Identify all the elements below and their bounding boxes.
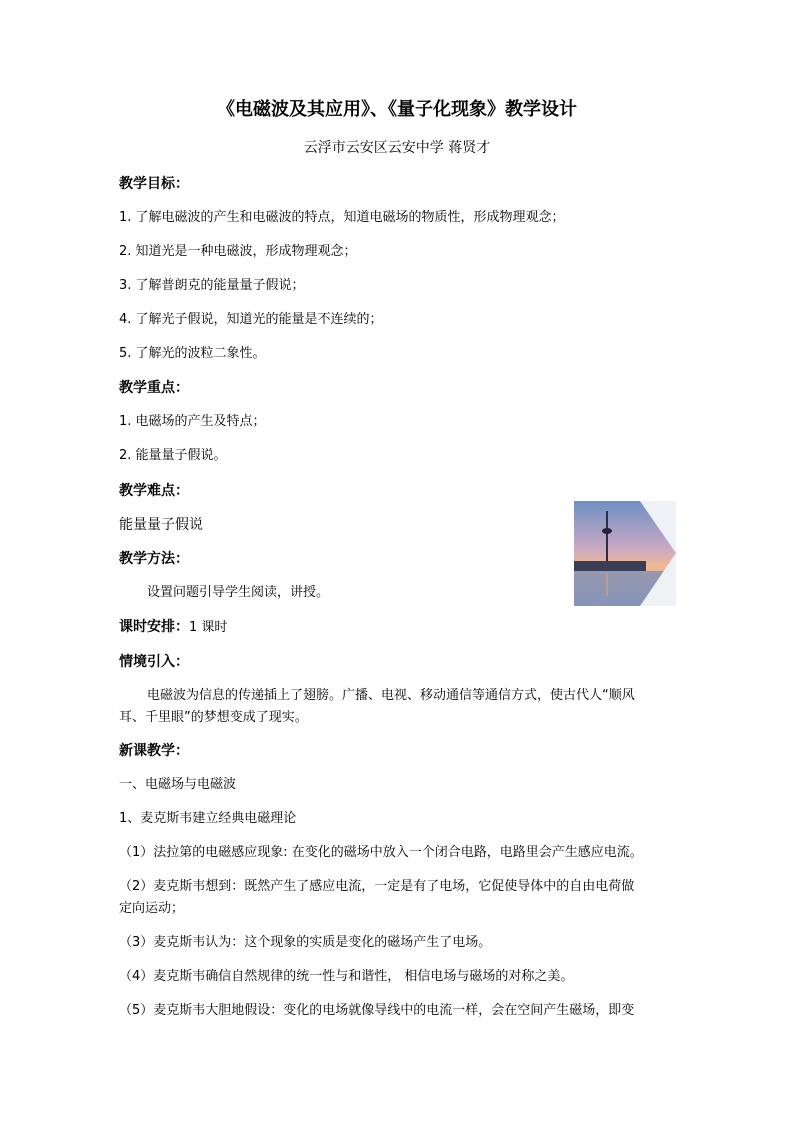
objective-item: 2. 知道光是一种电磁波，形成物理观念； (119, 244, 357, 259)
document-title: 《电磁波及其应用》、《量子化现象》教学设计 (217, 99, 577, 120)
key-points-heading: 教学重点： (119, 380, 189, 396)
objectives-heading: 教学目标： (119, 176, 189, 192)
author-line: 云浮市云安区云安中学 蒋贤才 (303, 140, 491, 156)
objective-item: 3. 了解普朗克的能量量子假说； (119, 278, 305, 293)
lesson-paragraph: 定向运动； (119, 901, 185, 916)
tower-pod (602, 528, 612, 534)
objective-item: 4. 了解光子假说，知道光的能量是不连续的； (119, 312, 383, 327)
section-title: 一、电磁场与电磁波 (119, 777, 237, 792)
new-lesson-heading: 新课教学： (119, 743, 189, 759)
intro-paragraph-line: 电磁波为信息的传递插上了翅膀。广播、电视、移动通信等通信方式，使古代人“顺风 (147, 688, 635, 703)
method-heading: 教学方法： (119, 551, 189, 567)
difficulty-text: 能量量子假说 (119, 517, 203, 533)
objective-item: 1. 了解电磁波的产生和电磁波的特点，知道电磁场的物质性，形成物理观念； (119, 210, 565, 225)
key-point-item: 2. 能量量子假说。 (119, 448, 227, 463)
schedule-line (119, 617, 227, 638)
skyline (574, 561, 646, 571)
intro-paragraph-line: 耳、千里眼”的梦想变成了现实。 (119, 710, 308, 725)
objective-item: 5. 了解光的波粒二象性。 (119, 346, 266, 361)
intro-heading: 情境引入： (119, 654, 189, 670)
schedule-text: 1 课时 (189, 620, 228, 635)
lesson-paragraph: （2）麦克斯韦想到：既然产生了感应电流，一定是有了电场，它促使导体中的自由电荷做 (119, 879, 635, 894)
tower-photo (574, 501, 676, 606)
subsection-title: 1、麦克斯韦建立经典电磁理论 (119, 811, 297, 826)
lesson-paragraph: （3）麦克斯韦认为：这个现象的实质是变化的磁场产生了电场。 (119, 935, 492, 950)
method-text: 设置问题引导学生阅读，讲授。 (147, 585, 330, 600)
lesson-paragraph: （1）法拉第的电磁感应现象: 在变化的磁场中放入一个闭合电路，电路里会产生感应电流。 (119, 845, 643, 860)
schedule-heading: 课时安排： (119, 619, 189, 635)
difficulty-heading: 教学难点： (119, 483, 189, 499)
lesson-paragraph: （5）麦克斯韦大胆地假设：变化的电场就像导线中的电流一样，会在空间产生磁场，即变 (119, 1003, 635, 1018)
lesson-paragraph: （4）麦克斯韦确信自然规律的统一性与和谐性， 相信电场与磁场的对称之美。 (119, 969, 574, 984)
key-point-item: 1. 电磁场的产生及特点； (119, 414, 266, 429)
